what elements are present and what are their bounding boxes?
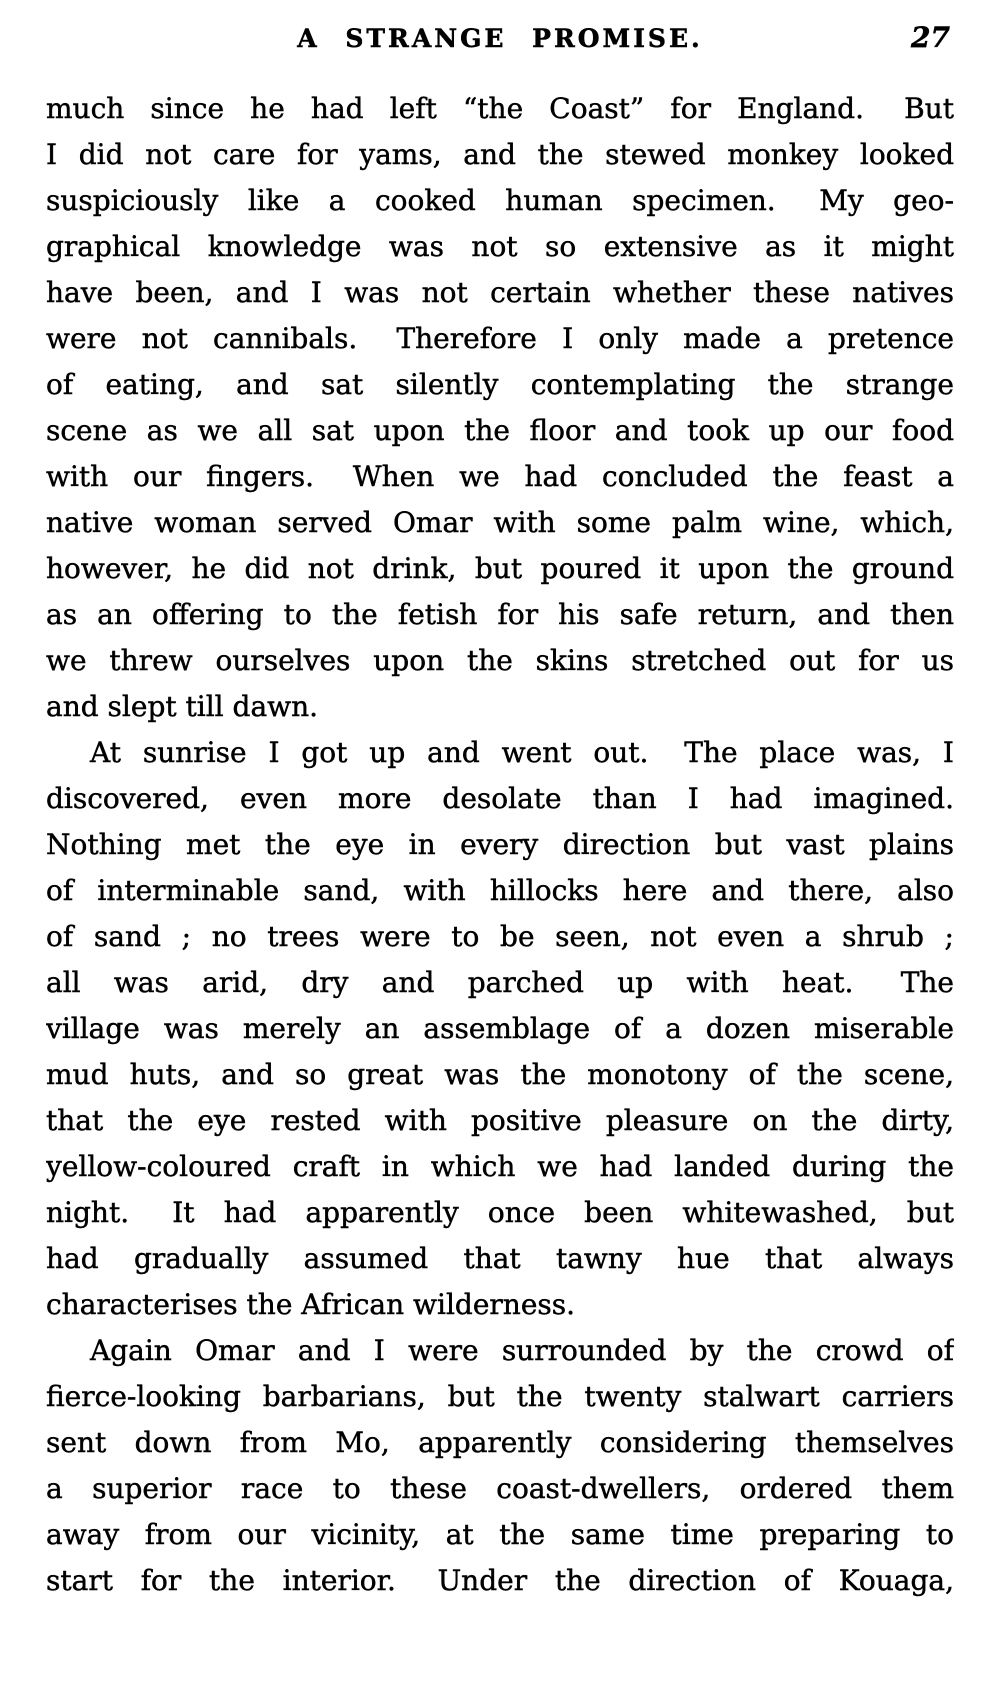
text-line: have been, and I was not certain whether these natives — [46, 276, 954, 309]
text-line: Nothing met the eye in every direction but vast plains — [46, 828, 954, 861]
text-line: as an offering to the fetish for his safe return, and then — [46, 598, 954, 631]
text-line: of interminable sand, with hillocks here and there, also — [46, 874, 954, 907]
text-line: start for the interior. Under the direction of Kouaga, — [46, 1564, 954, 1597]
text-line: a superior race to these coast-dwellers, ordered them — [46, 1472, 954, 1505]
text-line: discovered, even more desolate than I had imagined. — [46, 782, 954, 815]
text-line: of eating, and sat silently contemplating the strange — [46, 368, 954, 401]
text-line: sent down from Mo, apparently considering themselves — [46, 1426, 954, 1459]
text-line: away from our vicinity, at the same time preparing to — [46, 1518, 954, 1551]
text-line: that the eye rested with positive pleasure on the dirty, — [46, 1104, 954, 1137]
text-line: with our fingers. When we had concluded the feast a — [46, 460, 954, 493]
text-line: yellow-coloured craft in which we had landed during the — [46, 1150, 954, 1183]
page-number: 27 — [911, 21, 950, 54]
text-line: Again Omar and I were surrounded by the crowd of — [90, 1334, 954, 1367]
text-line: fierce-looking barbarians, but the twenty stalwart carriers — [46, 1380, 954, 1413]
text-line: characterises the African wilderness. — [46, 1288, 576, 1321]
text-line: of sand ; no trees were to be seen, not even a shrub ; — [46, 920, 954, 953]
text-line: had gradually assumed that tawny hue that always — [46, 1242, 954, 1275]
text-line: were not cannibals. Therefore I only made a pretence — [46, 322, 954, 355]
text-line: however, he did not drink, but poured it upon the ground — [46, 552, 954, 585]
text-line: night. It had apparently once been whitewashed, but — [46, 1196, 954, 1229]
text-line: I did not care for yams, and the stewed monkey looked — [46, 138, 954, 171]
text-line: suspiciously like a cooked human specimen. My geo- — [46, 184, 954, 217]
text-line: At sunrise I got up and went out. The place was, I — [90, 736, 954, 769]
page-body — [46, 86, 954, 1604]
text-line: we threw ourselves upon the skins stretched out for us — [46, 644, 954, 677]
text-line: and slept till dawn. — [46, 690, 319, 723]
text-line: mud huts, and so great was the monotony of the scene, — [46, 1058, 954, 1091]
text-line: village was merely an assemblage of a dozen miserable — [46, 1012, 954, 1045]
text-line: all was arid, dry and parched up with heat. The — [46, 966, 954, 999]
text-line: much since he had left “the Coast” for England. But — [46, 92, 954, 125]
running-title: A STRANGE PROMISE. — [297, 24, 703, 53]
text-line: native woman served Omar with some palm wine, which, — [46, 506, 954, 539]
text-line: graphical knowledge was not so extensive as it might — [46, 230, 954, 263]
text-line: scene as we all sat upon the floor and took up our food — [46, 414, 954, 447]
